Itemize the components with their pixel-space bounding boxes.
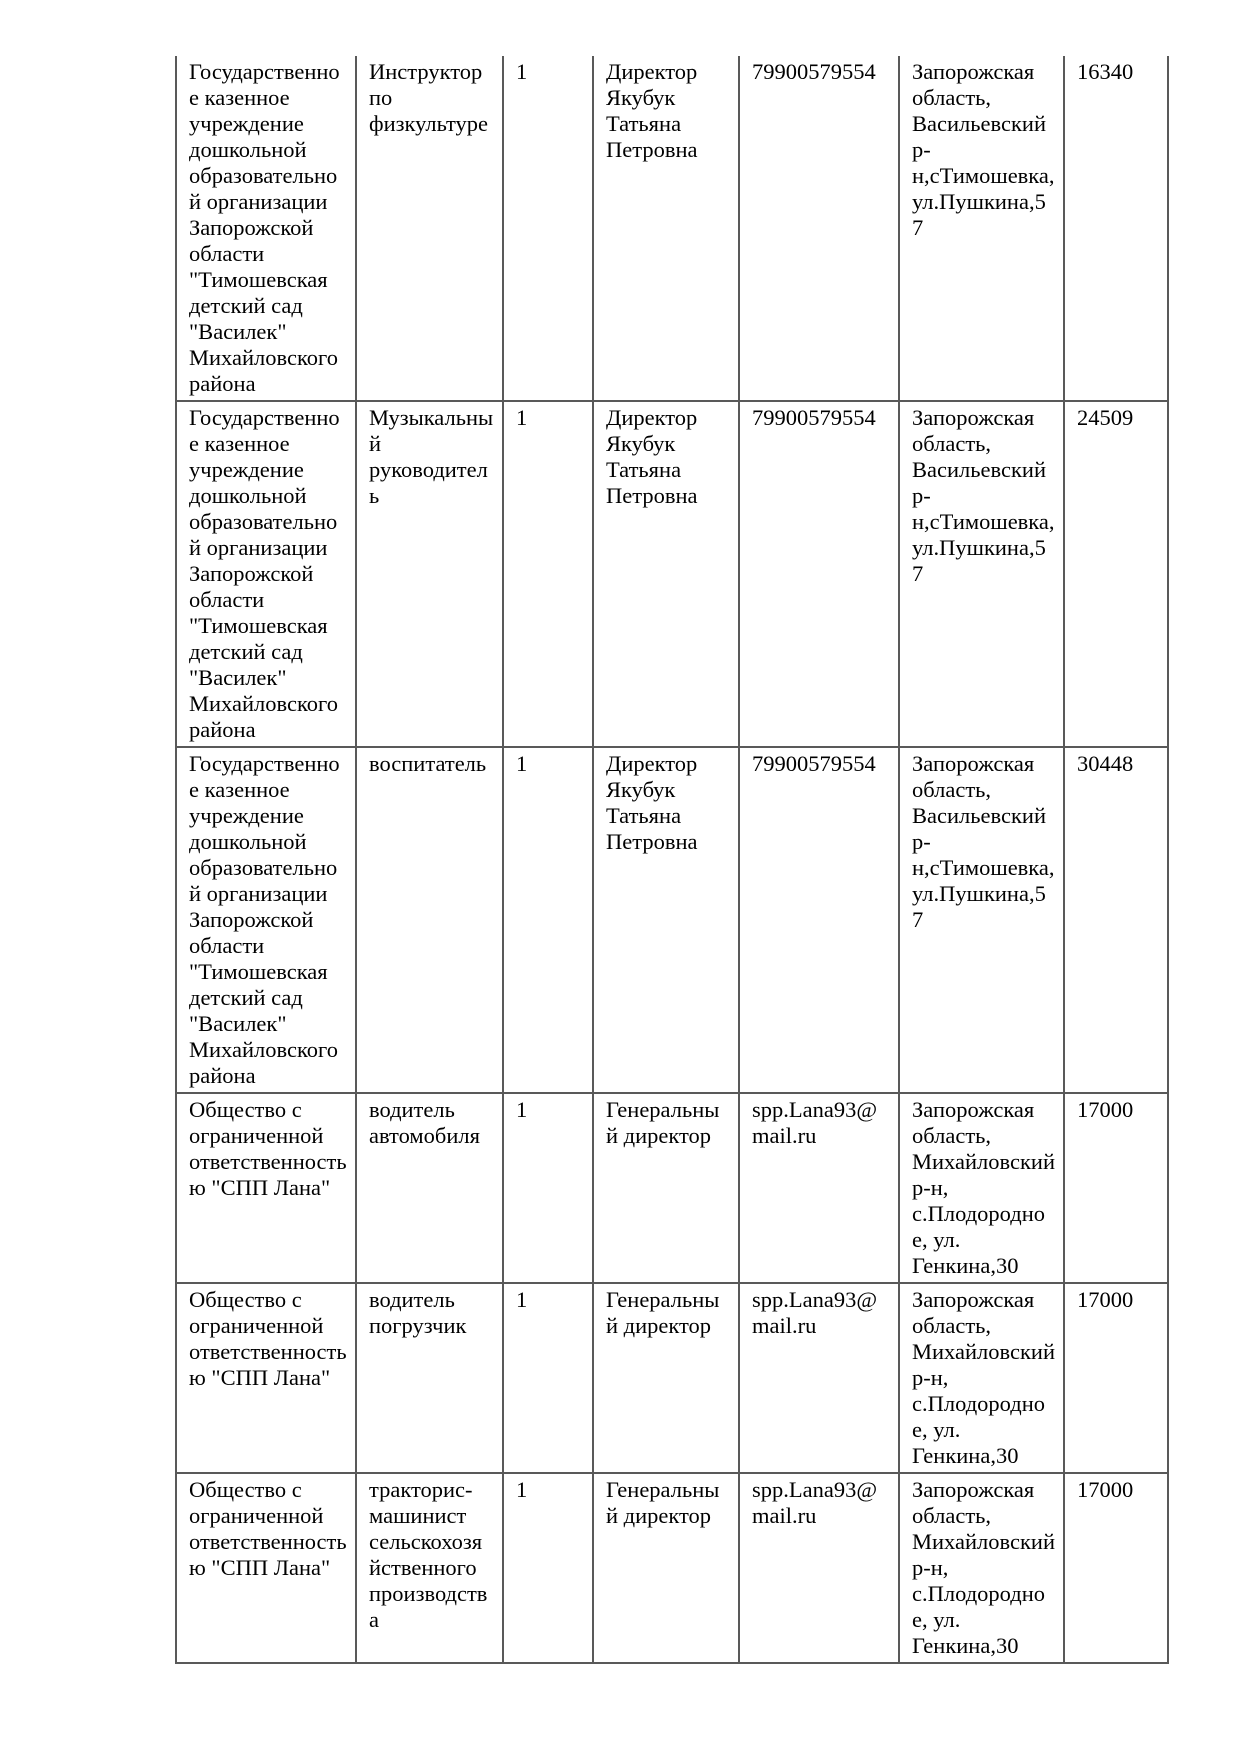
phone-email-cell: 79900579554 [739, 747, 899, 1093]
contact-cell: Генеральный директор [593, 1473, 739, 1663]
phone-email-cell: 79900579554 [739, 401, 899, 747]
contact-cell: Директор Якубук Татьяна Петровна [593, 56, 739, 401]
vacancy-count-cell: 1 [503, 56, 593, 401]
vacancy-count-cell: 1 [503, 1283, 593, 1473]
contact-cell: Директор Якубук Татьяна Петровна [593, 747, 739, 1093]
address-cell: Запорожская область, Васильевский р-н,сТимошевка, ул.Пушкина,57 [899, 56, 1064, 401]
contact-cell: Генеральный директор [593, 1283, 739, 1473]
vacancies-table [175, 56, 1169, 1664]
organization-cell: Государственное казенное учреждение дошкольной образовательной организации Запорожской области "Тимошевская детский сад "Василек" Михайловского района [176, 56, 356, 401]
table-row [176, 1093, 1168, 1283]
vacancy-count-cell: 1 [503, 747, 593, 1093]
address-cell: Запорожская область, Васильевский р-н,сТимошевка, ул.Пушкина,57 [899, 747, 1064, 1093]
position-cell: водитель погрузчик [356, 1283, 503, 1473]
salary-cell: 16340 [1064, 56, 1168, 401]
address-cell: Запорожская область, Васильевский р-н,сТимошевка, ул.Пушкина,57 [899, 401, 1064, 747]
table-row [176, 1473, 1168, 1663]
position-cell: Инструктор по физкультуре [356, 56, 503, 401]
organization-cell: Общество с ограниченной ответственностью "СПП Лана" [176, 1093, 356, 1283]
salary-cell: 24509 [1064, 401, 1168, 747]
vacancy-count-cell: 1 [503, 1093, 593, 1283]
contact-cell: Директор Якубук Татьяна Петровна [593, 401, 739, 747]
address-cell: Запорожская область, Михайловский р-н, с.Плодородное, ул. Генкина,30 [899, 1283, 1064, 1473]
salary-cell: 30448 [1064, 747, 1168, 1093]
contact-cell: Генеральный директор [593, 1093, 739, 1283]
phone-email-cell: spp.Lana93@mail.ru [739, 1473, 899, 1663]
position-cell: Музыкальный руководитель [356, 401, 503, 747]
phone-email-cell: spp.Lana93@mail.ru [739, 1093, 899, 1283]
vacancy-count-cell: 1 [503, 401, 593, 747]
vacancy-count-cell: 1 [503, 1473, 593, 1663]
phone-email-cell: 79900579554 [739, 56, 899, 401]
organization-cell: Общество с ограниченной ответственностью "СПП Лана" [176, 1283, 356, 1473]
table-row [176, 401, 1168, 747]
salary-cell: 17000 [1064, 1473, 1168, 1663]
organization-cell: Государственное казенное учреждение дошкольной образовательной организации Запорожской области "Тимошевская детский сад "Василек" Михайловского района [176, 747, 356, 1093]
table-row [176, 1283, 1168, 1473]
phone-email-cell: spp.Lana93@mail.ru [739, 1283, 899, 1473]
table-row [176, 56, 1168, 401]
salary-cell: 17000 [1064, 1283, 1168, 1473]
address-cell: Запорожская область, Михайловский р-н, с.Плодородное, ул. Генкина,30 [899, 1093, 1064, 1283]
position-cell: воспитатель [356, 747, 503, 1093]
position-cell: водитель автомобиля [356, 1093, 503, 1283]
table-row [176, 747, 1168, 1093]
organization-cell: Общество с ограниченной ответственностью "СПП Лана" [176, 1473, 356, 1663]
salary-cell: 17000 [1064, 1093, 1168, 1283]
address-cell: Запорожская область, Михайловский р-н, с.Плодородное, ул. Генкина,30 [899, 1473, 1064, 1663]
organization-cell: Государственное казенное учреждение дошкольной образовательной организации Запорожской области "Тимошевская детский сад "Василек" Михайловского района [176, 401, 356, 747]
position-cell: тракторис-машинист сельскохозяйственного производства [356, 1473, 503, 1663]
